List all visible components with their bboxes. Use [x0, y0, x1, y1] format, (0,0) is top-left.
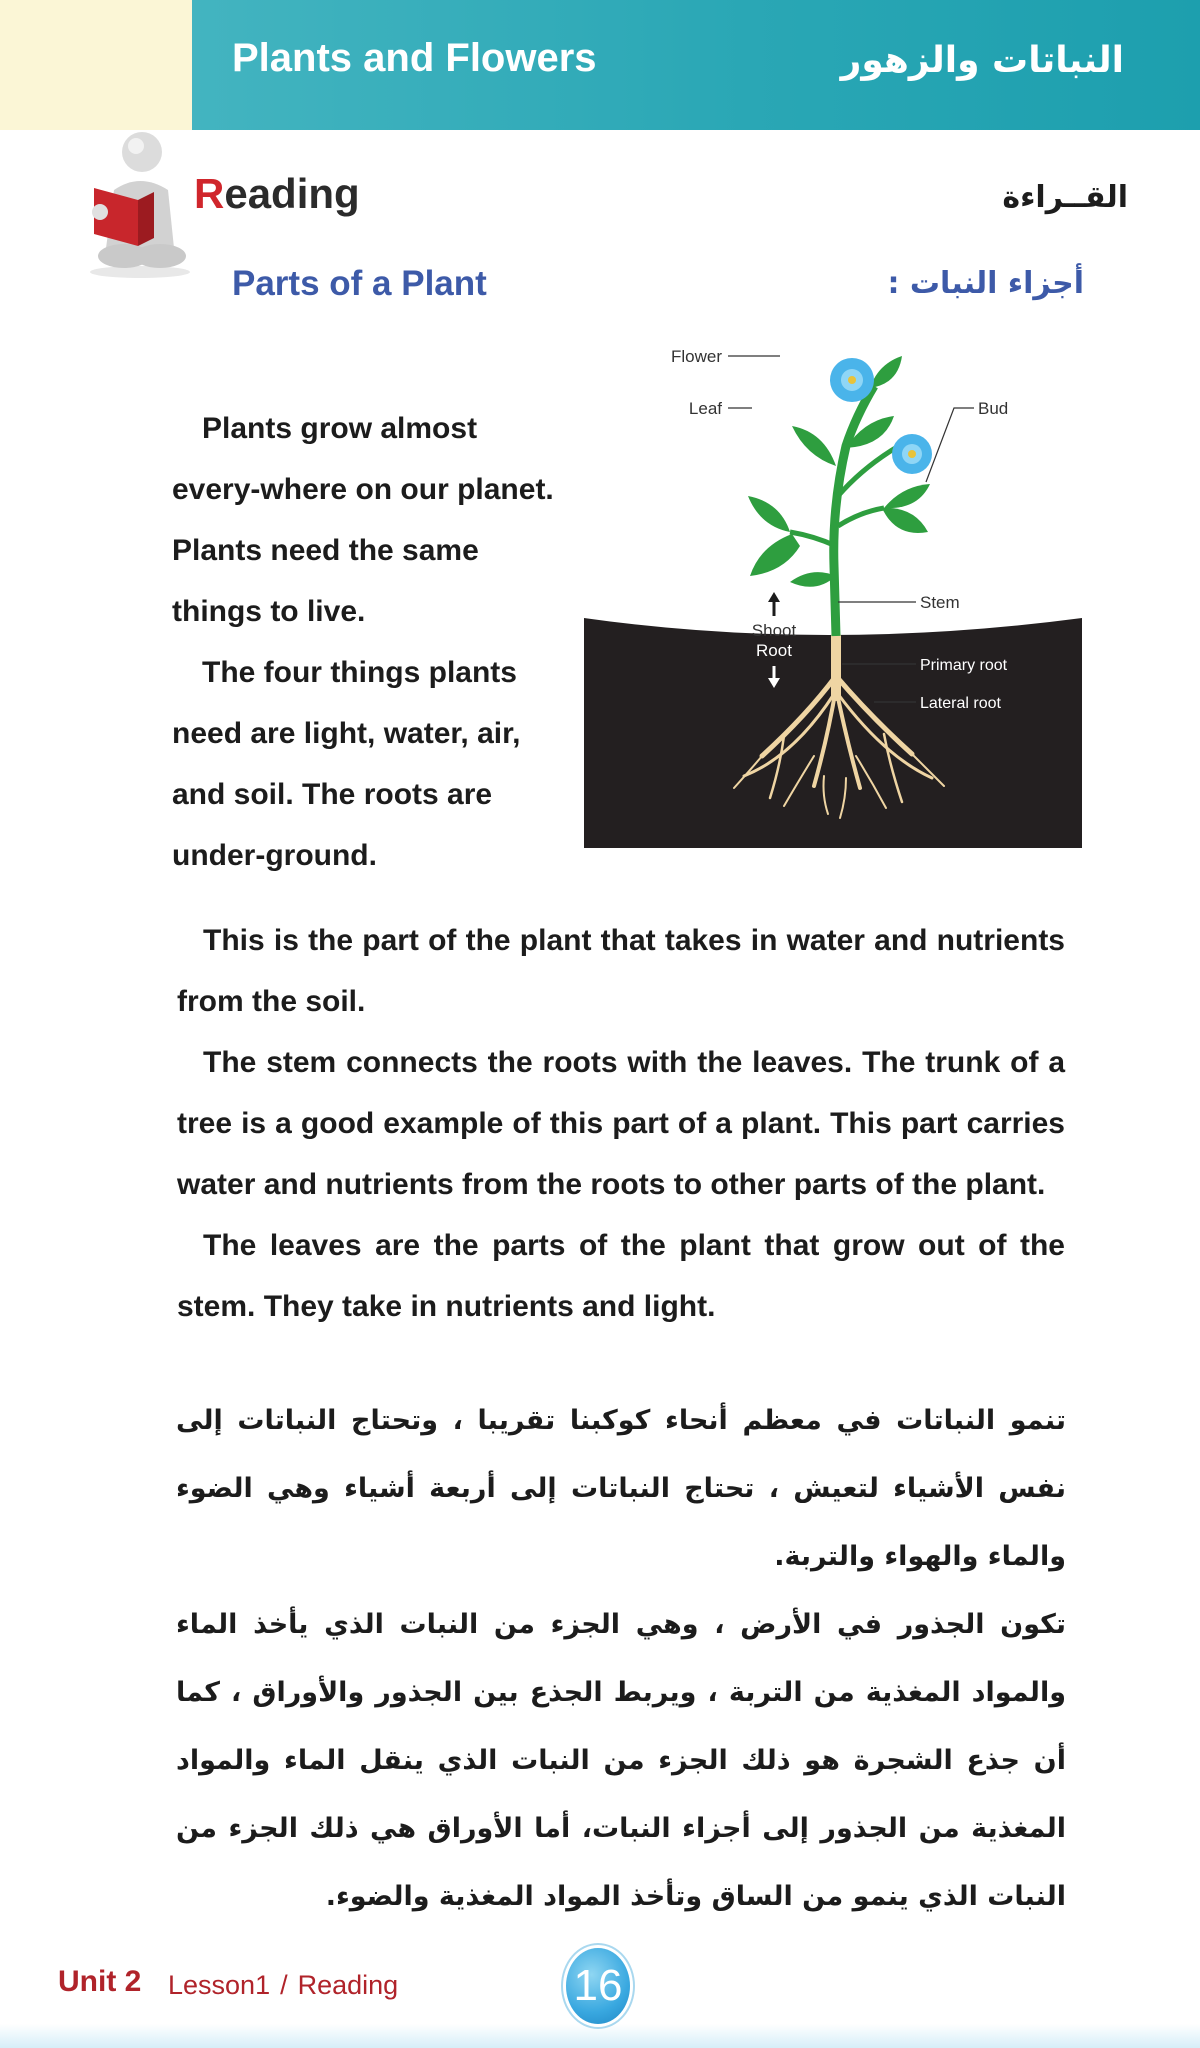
header-title-en: Plants and Flowers	[232, 36, 597, 80]
reader-figure-icon	[84, 128, 196, 278]
bud-leader	[926, 408, 974, 482]
label-leaf: Leaf	[688, 399, 722, 418]
body-paragraph: The stem connects the roots with the leaves. The trunk of a tree is a good example of this part of a plant. This part carries water and nutrients from the roots to other parts of the plant.	[177, 1046, 1065, 1201]
label-lateral-root: Lateral root	[920, 695, 1001, 712]
plant-diagram	[584, 336, 1082, 848]
arabic-paragraph: تكون الجذور في الأرض ، وهي الجزء من النبات الذي يأخذ الماء والمواد المغذية من التربة ، ويربط الجذع بين الجذور والأوراق ، كما أن جذع الشجرة هو ذلك الجزء من النبات الذي ينقل الماء والمواد المغذية من الجذور إلى أجزاء النبات، أما الأوراق هي ذلك الجزء من النبات الذي ينمو من الساق وتأخذ المواد المغذية والضوء.	[176, 1609, 1066, 1912]
label-root: Root	[756, 641, 792, 660]
label-flower: Flower	[670, 347, 722, 366]
label-stem: Stem	[920, 593, 960, 612]
section-title-ar: أجزاء النبات :	[887, 266, 1084, 301]
arabic-paragraph: تنمو النباتات في معظم أنحاء كوكبنا تقريبا ، وتحتاج النباتات إلى نفس الأشياء لتعيش ، تحتاج النباتات إلى أربعة أشياء وهي الضوء والماء والهواء والتربة.	[176, 1405, 1066, 1572]
body-text-en	[177, 910, 1065, 1337]
body-paragraph: The leaves are the parts of the plant that grow out of the stem. They take in nutrients and light.	[177, 1229, 1065, 1323]
reading-label-ar: القــراءة	[1002, 180, 1128, 215]
reading-label-initial: R	[194, 170, 225, 217]
intro-paragraph: Plants grow almost every-where on our planet. Plants need the same things to live.	[172, 412, 554, 628]
reading-label	[194, 170, 360, 218]
body-text-ar	[176, 1387, 1066, 1931]
label-primary-root: Primary root	[920, 657, 1008, 674]
intro-paragraph: The four things plants need are light, water, air, and soil. The roots are under-ground.	[172, 656, 521, 872]
footer-section: Reading	[297, 1970, 399, 2000]
page-number-badge: 16	[566, 1948, 630, 2024]
body-paragraph: This is the part of the plant that takes in water and nutrients from the soil.	[177, 924, 1065, 1018]
header-cream-block	[0, 0, 192, 130]
label-shoot: Shoot	[751, 621, 797, 640]
label-bud: Bud	[978, 399, 1009, 418]
header-title-ar: النباتات والزهور	[840, 40, 1124, 81]
section-title-en: Parts of a Plant	[232, 264, 487, 303]
footer-separator: /	[280, 1970, 288, 2000]
footer-breadcrumb	[168, 1970, 398, 2001]
reading-label-rest: eading	[224, 170, 360, 217]
footer-unit: Unit 2	[58, 1965, 142, 1998]
intro-text	[172, 398, 557, 886]
footer-lesson: Lesson1	[168, 1970, 271, 2000]
footer-bar	[0, 2024, 1200, 2048]
